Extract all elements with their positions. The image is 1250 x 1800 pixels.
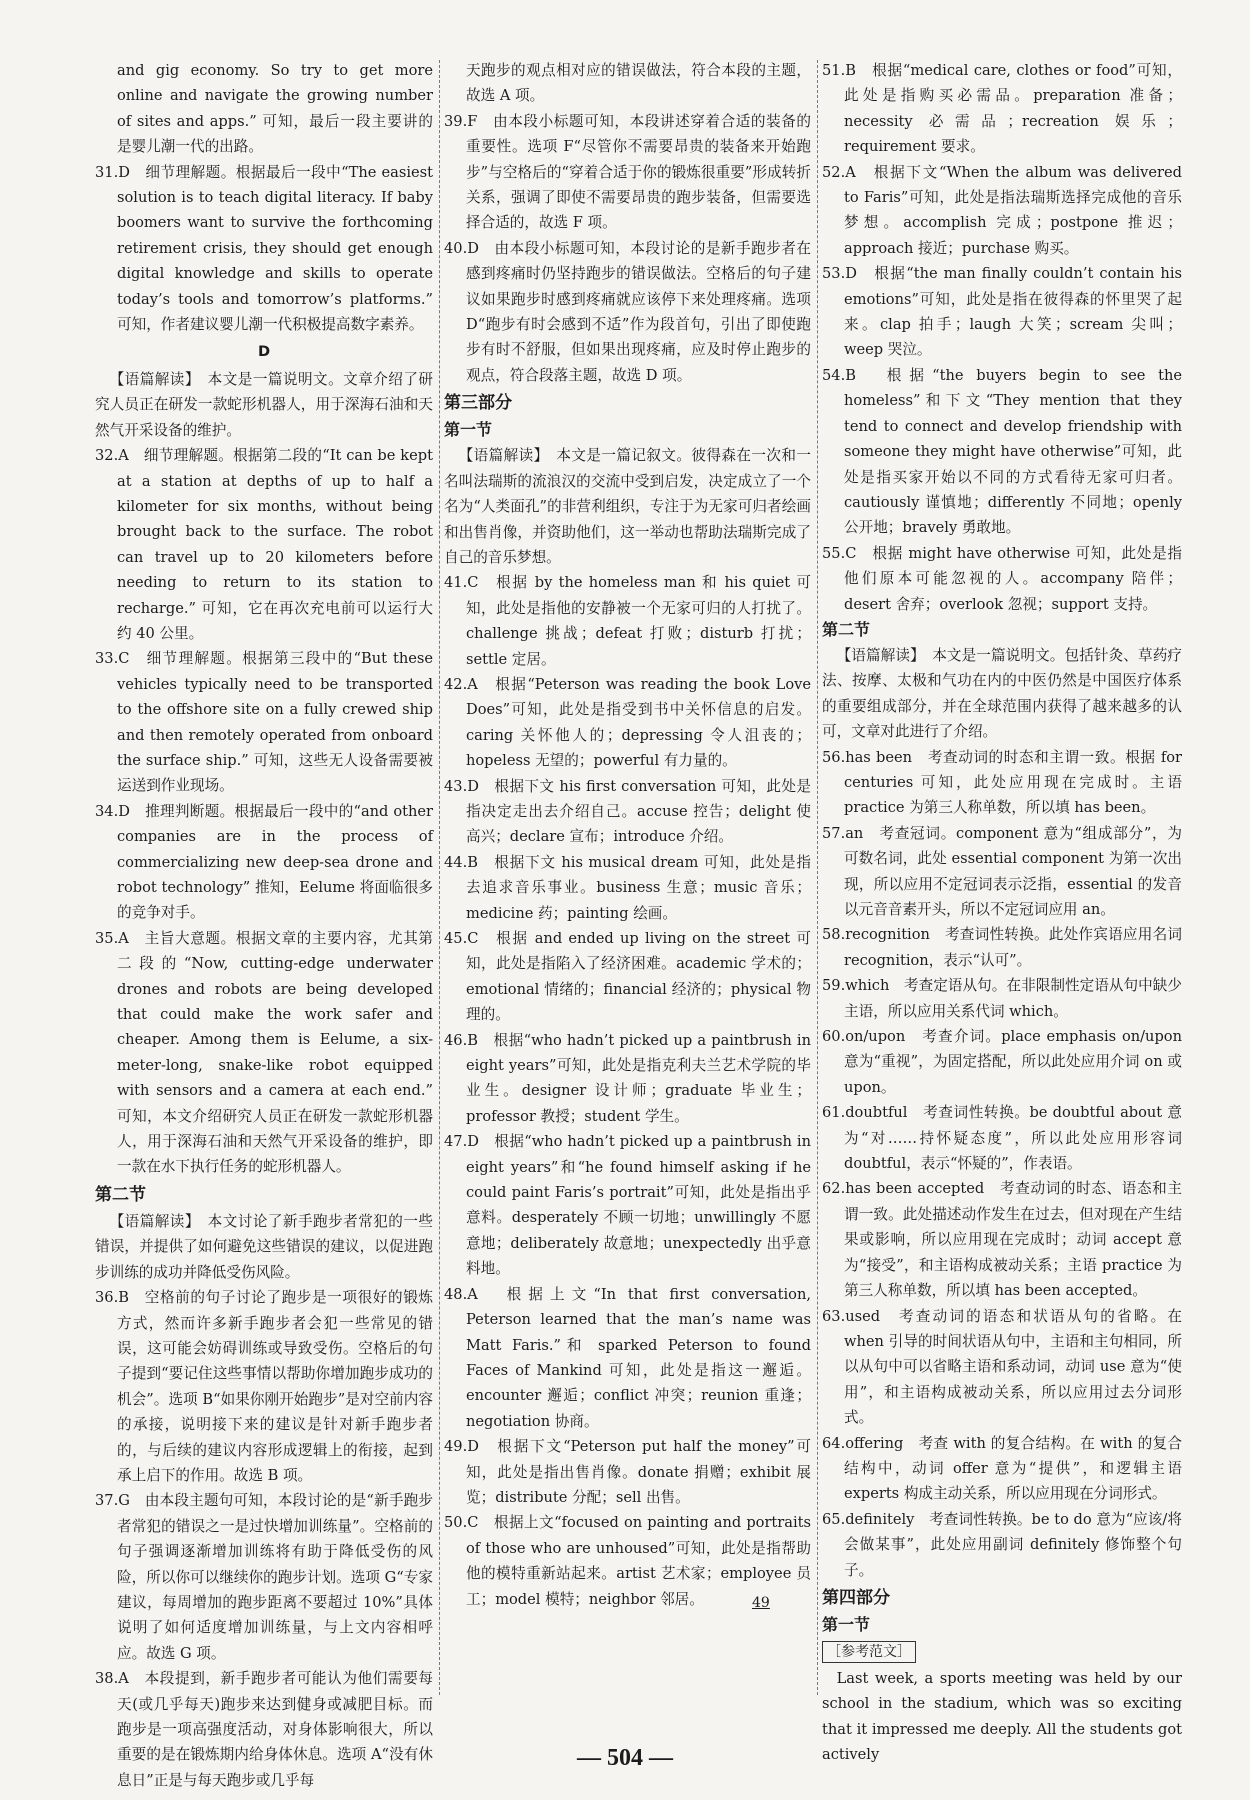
passage-summary: 【语篇解读】 本文讨论了新手跑步者常犯的一些错误，并提供了如何避免这些错误的建议，以促进跑步训练的成功并降低受伤风险。 bbox=[95, 1212, 433, 1281]
section-heading: 第一节 bbox=[822, 1614, 871, 1634]
part-heading: 第二节 bbox=[95, 1184, 146, 1205]
answer-item: 37.G 由本段主题句可知，本段讨论的是“新手跑步者常犯的错误之一是过快增加训练量”。空格前的句子强调逐渐增加训练将有助于降低受伤的风险，所以你可以继续你的跑步计划。选项 G“专家建议，每周增加的跑步距离不要超过 10%”具体说明了如何适度增加训练量，与上文内容相呼应。故选 G 项。 bbox=[95, 1492, 433, 1662]
section-letter: D bbox=[257, 343, 271, 361]
continued-paragraph: and gig economy. So try to get more online and navigate the growing number of sites and apps.” 可知，最后一段主要讲的是婴儿潮一代的出路。 bbox=[117, 62, 433, 156]
answer-item: 50.C 根据上文“focused on painting and portraits of those who are unhoused”可知，此处是指帮助他的模特重新站起来。artist 艺术家；employee 员工；model 模特；neighbor 邻居。 bbox=[444, 1514, 811, 1608]
margin-number: 49 bbox=[752, 1595, 770, 1611]
column-middle bbox=[444, 58, 811, 1612]
answer-item: 52.A 根据下文“When the album was delivered to Faris”可知，此处是指法瑞斯选择完成他的音乐梦想。accomplish 完成；postpone 推迟；approach 接近；purchase 购买。 bbox=[822, 163, 1182, 257]
answer-item: 48.A 根据上文“In that first conversation, Peterson learned that the man’s name was Matt Faris.”和 sparked Peterson to found Faces of Mankind 可知，此处是指这一邂逅。encounter 邂逅；conflict 冲突；reunion 重逢；negotiation 协商。 bbox=[444, 1285, 811, 1430]
answer-item: 31.D 细节理解题。根据最后一段中“The easiest solution is to teach digital literacy. If baby boomers want to survive the forthcoming retirement crisis, they should get enough digital knowledge and skills to operate today’s tools and tomorrow’s platforms.” 可知，作者建议婴儿潮一代积极提高数字素养。 bbox=[95, 163, 433, 334]
passage-summary: 【语篇解读】 本文是一篇说明文。包括针灸、草药疗法、按摩、太极和气功在内的中医仍然是中国医疗体系的重要组成部分，并在全球范围内获得了越来越多的认可，文章对此进行了介绍。 bbox=[822, 646, 1182, 741]
answer-item: 41.C 根据 by the homeless man 和 his quiet 可知，此处是指他的安静被一个无家可归的人打扰了。challenge 挑战；defeat 打败；disturb 打扰；settle 定居。 bbox=[444, 574, 811, 668]
answer-item: 63.used 考查动词的语态和状语从句的省略。在 when 引导的时间状语从句中，主语和主句相同，所以从句中可以省略主语和系动词，动词 use 意为“使用”，和主语构成被动关系，所以应用过去分词形式。 bbox=[822, 1307, 1182, 1427]
answer-item: 57.an 考查冠词。component 意为“组成部分”，为可数名词，此处 essential component 为第一次出现，所以应用不定冠词表示泛指，essential 的发音以元音音素开头，所以不定冠词应用 an。 bbox=[822, 824, 1182, 918]
answer-item: 44.B 根据下文 his musical dream 可知，此处是指去追求音乐事业。business 生意；music 音乐；medicine 药；painting 绘画。 bbox=[444, 853, 811, 922]
column-left bbox=[95, 58, 433, 1793]
section-heading: 第二节 bbox=[822, 619, 871, 639]
answer-item: 64.offering 考查 with 的复合结构。在 with 的复合结构中，动词 offer 意为“提供”，和逻辑主语 experts 构成主动关系，所以应用现在分词形式。 bbox=[822, 1434, 1182, 1503]
answer-item: 40.D 由本段小标题可知，本段讨论的是新手跑步者在感到疼痛时仍坚持跑步的错误做法。空格后的句子建议如果跑步时感到疼痛就应该停下来处理疼痛。选项 D“跑步有时会感到不适”作为段首句，引出了即使跑步有时不舒服，但如果出现疼痛，应及时停止跑步的观点，符合段落主题，故选 D 项。 bbox=[444, 239, 811, 384]
answer-item: 62.has been accepted 考查动词的时态、语态和主谓一致。此处描述动作发生在过去，但对现在产生结果或影响，所以应用现在完成时；动词 accept 意为“接受”，和主语构成被动关系；主语 practice 为第三人称单数，所以填 has been accepted。 bbox=[822, 1180, 1182, 1300]
answer-item: 53.D 根据“the man finally couldn’t contain his emotions”可知，此处是指在彼得森的怀里哭了起来。clap 拍手；laugh 大笑；scream 尖叫；weep 哭泣。 bbox=[822, 265, 1182, 359]
passage-summary: 【语篇解读】 本文是一篇记叙文。彼得森在一次和一名叫法瑞斯的流浪汉的交流中受到启发，决定成立了一个名为“人类面孔”的非营利组织，专注于为无家可归者绘画和出售肖像，并资助他们，这一举动也帮助法瑞斯完成了自己的音乐梦想。 bbox=[444, 447, 811, 566]
answer-item: 55.C 根据 might have otherwise 可知，此处是指他们原本可能忽视的人。accompany 陪伴；desert 舍弃；overlook 忽视；support 支持。 bbox=[822, 544, 1182, 613]
continued-paragraph: 天跑步的观点相对应的错误做法，符合本段的主题，故选 A 项。 bbox=[466, 62, 811, 105]
answer-item: 60.on/upon 考查介词。place emphasis on/upon 意为“重视”，为固定搭配，所以此处应用介词 on 或 upon。 bbox=[822, 1028, 1182, 1096]
part-heading: 第四部分 bbox=[822, 1587, 890, 1608]
section-heading: 第一节 bbox=[444, 420, 493, 440]
answer-item: 42.A 根据“Peterson was reading the book Love Does”可知，此处是指受到书中关怀信息的启发。caring 关怀他人的；depressing 令人沮丧的；hopeless 无望的；powerful 有力量的。 bbox=[444, 675, 811, 770]
passage-summary: 【语篇解读】 本文是一篇说明文。文章介绍了研究人员正在研发一款蛇形机器人，用于深海石油和天然气开采设备的维护。 bbox=[95, 370, 433, 439]
answer-item: 49.D 根据下文“Peterson put half the money”可知，此处是指出售肖像。donate 捐赠；exhibit 展览；distribute 分配；sell 出售。 bbox=[444, 1438, 811, 1506]
page-number: — 504 — bbox=[577, 1745, 673, 1771]
answer-item: 46.B 根据“who hadn’t picked up a paintbrush in eight years”可知，此处是指克利夫兰艺术学院的毕业生。designer 设计师；graduate 毕业生；professor 教授；student 学生。 bbox=[444, 1031, 811, 1125]
answer-item: 47.D 根据“who hadn’t picked up a paintbrush in eight years”和“he found himself asking if he could paint Faris’s portrait”可知，此处是指出乎意料。desperately 不顾一切地；unwillingly 不愿意地；deliberately 故意地；unexpectedly 出乎意料地。 bbox=[444, 1133, 811, 1278]
answer-item: 58.recognition 考查词性转换。此处作宾语应用名词 recognition，表示“认可”。 bbox=[822, 926, 1182, 969]
answer-item: 45.C 根据 and ended up living on the street 可知，此处是指陷入了经济困难。academic 学术的；emotional 情绪的；financial 经济的；physical 物理的。 bbox=[444, 930, 811, 1024]
answer-item: 34.D 推理判断题。根据最后一段中的“and other companies are in the process of commercializing new deep-sea drone and robot technology” 推知，Eelume 将面临很多的竞争对手。 bbox=[95, 802, 433, 922]
passage-summary: Last week, a sports meeting was held by our school in the stadium, which was so exciting that it impressed me deeply. All the students got actively bbox=[822, 1669, 1182, 1764]
answer-item: 43.D 根据下文 his first conversation 可知，此处是指决定走出去介绍自己。accuse 控告；delight 使高兴；declare 宣布；introduce 介绍。 bbox=[444, 777, 811, 846]
answer-item: 56.has been 考查动词的时态和主谓一致。根据 for centuries 可知，此处应用现在完成时。主语 practice 为第三人称单数，所以填 has been。 bbox=[822, 748, 1182, 817]
answer-item: 59.which 考查定语从句。在非限制性定语从句中缺少主语，所以应用关系代词 which。 bbox=[822, 977, 1182, 1020]
answer-item: 36.B 空格前的句子讨论了跑步是一项很好的锻炼方式，然而许多新手跑步者会犯一些常见的错误，这可能会妨碍训练或导致受伤。空格后的句子提到“要记住这些事情以帮助你增加跑步成功的机会”。选项 B“如果你刚开始跑步”是对空前内容的承接，说明接下来的建议是针对新手跑步者的，与后续的建议内容形成逻辑上的衔接，起到承上启下的作用。故选 B 项。 bbox=[95, 1289, 433, 1484]
column-divider bbox=[439, 60, 440, 1695]
answer-item: 39.F 由本段小标题可知，本段讲述穿着合适的装备的重要性。选项 F“尽管你不需要昂贵的装备来开始跑步”与空格后的“穿着合适于你的锻炼很重要”形成转折关系，强调了即使不需要昂贵的跑步装备，但需要选择合适的，故选 F 项。 bbox=[444, 112, 811, 232]
answer-item: 32.A 细节理解题。根据第二段的“It can be kept at a station at depths of up to half a kilometer for six months, without being brought back to the surface. The robot can travel up to 20 kilometers before needing to return to its station to recharge.” 可知，它在再次充电前可以运行大约 40 公里。 bbox=[95, 447, 433, 642]
column-divider bbox=[817, 60, 818, 1695]
answer-item: 38.A 本段提到，新手跑步者可能认为他们需要每天(或几乎每天)跑步来达到健身或减肥目标。而跑步是一项高强度活动，对身体影响很大，所以重要的是在锻炼期内给身体休息。选项 A“没有休息日”正是与每天跑步或几乎每 bbox=[95, 1670, 433, 1789]
answer-item: 54.B 根据“the buyers begin to see the homeless”和下文“They mention that they tend to connect and develop friendship with someone they might have otherwise”可知，此处是指买家开始以不同的方式看待无家可归者。cautiously 谨慎地；differently 不同地；openly 公开地；bravely 勇敢地。 bbox=[822, 366, 1182, 537]
part-heading: 第三部分 bbox=[444, 393, 512, 414]
answer-item: 65.definitely 考查词性转换。be to do 意为“应该/将会做某事”，此处应用副词 definitely 修饰整个句子。 bbox=[822, 1510, 1182, 1579]
answer-item: 33.C 细节理解题。根据第三段中的“But these vehicles typically need to be transported to the offshore site on a fully crewed ship and then remotely operated from onboard the surface ship.” 可知，这些无人设备需要被运送到作业现场。 bbox=[95, 650, 433, 795]
model-essay-label: ［参考范文］ bbox=[822, 1641, 916, 1663]
answer-item: 61.doubtful 考查词性转换。be doubtful about 意为“对……持怀疑态度”，所以此处应用形容词 doubtful，表示“怀疑的”，作表语。 bbox=[822, 1104, 1182, 1173]
answer-item: 35.A 主旨大意题。根据文章的主要内容，尤其第二段的“Now, cutting-edge underwater drones and robots are being developed that could make the work safer and cheaper. Among them is Eelume, a six-meter-long, snake-like robot equipped with sensors and a camera at each end.” 可知，本文介绍研究人员正在研发一款蛇形机器人，用于深海石油和天然气开采设备的维护，即一款在水下执行任务的蛇形机器人。 bbox=[95, 929, 433, 1176]
column-right bbox=[822, 58, 1182, 1768]
answer-item: 51.B 根据“medical care, clothes or food”可知，此处是指购买必需品。preparation 准备；necessity 必需品；recreation 娱乐；requirement 要求。 bbox=[822, 62, 1182, 156]
